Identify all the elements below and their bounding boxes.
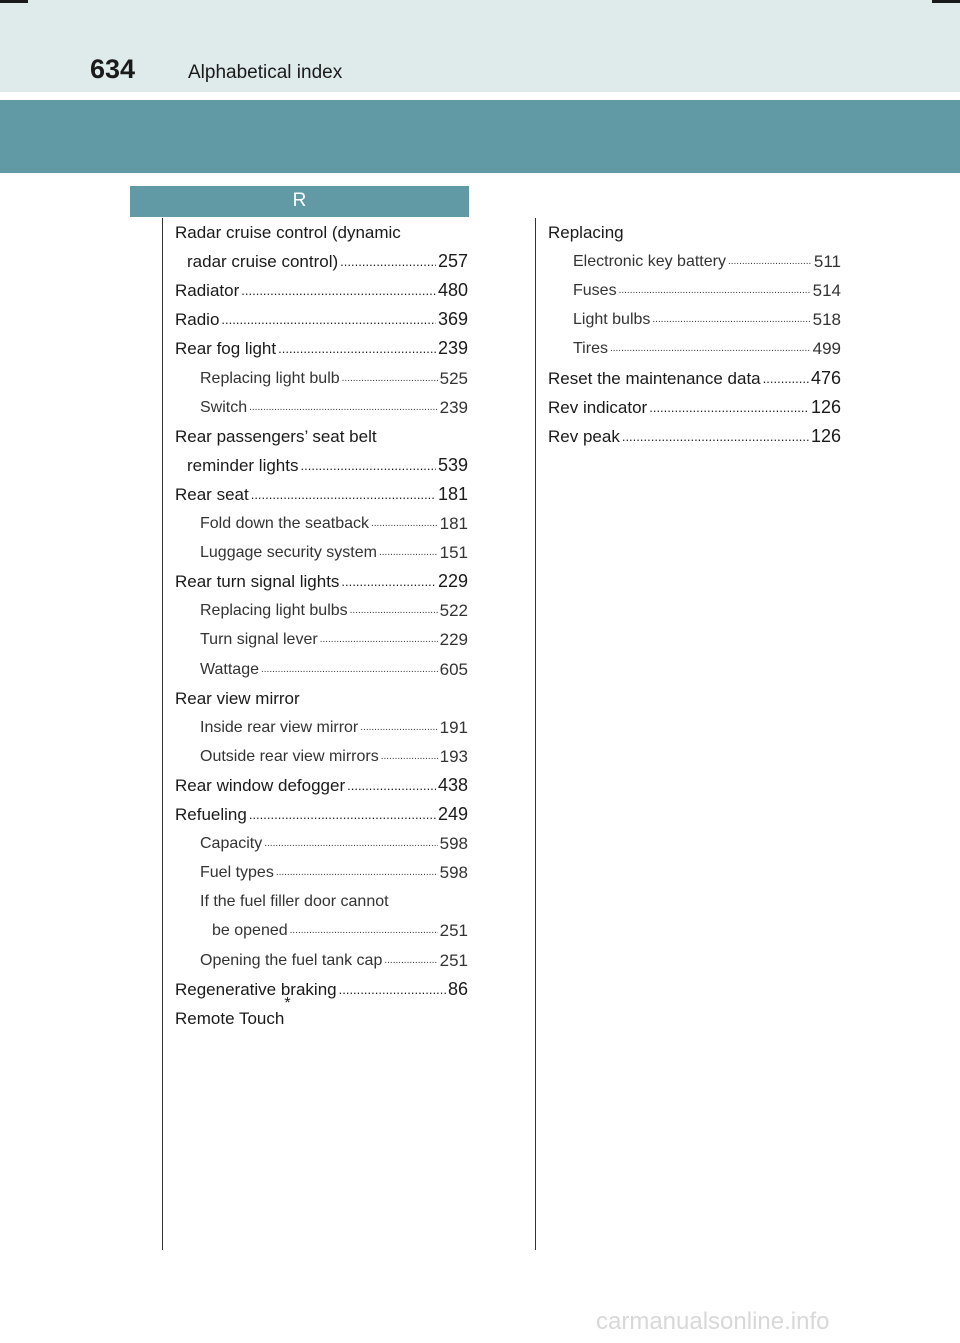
index-entry-text: Reset the maintenance data — [548, 368, 761, 388]
index-page-link[interactable]: 181 — [437, 483, 468, 504]
index-entry — [548, 334, 841, 363]
index-page-link[interactable]: 239 — [437, 338, 468, 359]
page-number: 634 — [90, 54, 136, 84]
index-entry-text: Opening the fuel tank cap — [200, 951, 383, 969]
dot-leader — [241, 276, 436, 305]
dot-leader — [379, 538, 438, 567]
dot-leader — [264, 829, 437, 858]
index-entry — [175, 393, 468, 422]
index-page-link[interactable]: 151 — [439, 543, 468, 563]
index-page-link[interactable]: 438 — [437, 774, 468, 795]
index-page-link[interactable]: 191 — [439, 717, 468, 737]
dot-leader — [301, 451, 436, 480]
index-entry — [175, 771, 468, 800]
index-entry — [175, 655, 468, 684]
index-page-link[interactable]: 539 — [437, 454, 468, 475]
index-entry-text: Luggage security system — [200, 544, 377, 562]
index-page-link[interactable]: 511 — [813, 252, 841, 272]
right-column-rule — [535, 218, 536, 1250]
index-entry-text: Rear fog light — [175, 339, 277, 359]
index-entry-text: Inside rear view mirror — [200, 718, 359, 736]
index-entry-text: Capacity — [200, 835, 263, 853]
index-entry-text: radar cruise control) — [187, 252, 339, 272]
index-entry — [548, 247, 841, 276]
index-page-link[interactable]: 251 — [439, 950, 468, 970]
index-entry — [548, 305, 841, 334]
index-page-link[interactable]: 126 — [810, 396, 841, 417]
index-entry-text: Fuel types — [200, 864, 274, 882]
section-title: Alphabetical index — [188, 62, 343, 83]
index-entry — [175, 946, 468, 975]
index-entry-text: Electronic key battery — [573, 253, 726, 271]
index-page-link[interactable]: 193 — [439, 746, 468, 766]
dot-leader — [381, 742, 438, 771]
dot-leader — [610, 334, 811, 363]
index-page-link[interactable]: 251 — [439, 921, 468, 941]
dot-leader — [261, 655, 438, 684]
index-entry-text: Rear view mirror — [175, 688, 300, 708]
index-entry-text: Light bulbs — [573, 311, 651, 329]
index-letter-heading: R — [130, 186, 469, 217]
index-entry — [548, 218, 841, 247]
index-entry-text: be opened — [212, 922, 288, 940]
index-entry-text: Turn signal lever — [200, 631, 318, 649]
index-entry-text: Rear passengers’ seat belt — [175, 426, 377, 446]
dot-leader — [341, 567, 436, 596]
dot-leader — [221, 305, 436, 334]
dot-leader — [347, 771, 436, 800]
index-entry-text: Fuses — [573, 282, 617, 300]
index-page-link[interactable]: 86 — [447, 978, 468, 999]
index-entry — [175, 800, 468, 829]
index-entry — [175, 538, 468, 567]
index-entry-text: Radio — [175, 310, 220, 330]
index-page-link[interactable]: 249 — [437, 804, 468, 824]
watermark: carmanualsonline.info — [596, 1308, 830, 1335]
dot-leader — [649, 393, 809, 422]
index-page-link[interactable]: 605 — [439, 659, 468, 679]
index-entry-text: Rear seat — [175, 484, 249, 504]
index-entry — [548, 393, 841, 422]
index-entry — [175, 916, 468, 945]
index-entry-text: Fold down the seatback — [200, 515, 369, 532]
index-page-link[interactable]: 181 — [439, 514, 468, 533]
index-entry-text: Replacing — [548, 223, 624, 242]
index-entry-text: Replacing light bulb — [200, 369, 340, 387]
index-entry-text: reminder lights — [187, 455, 299, 475]
index-entry-text: Rear window defogger — [175, 775, 346, 795]
dot-leader — [251, 480, 436, 509]
index-entry-text: Outside rear view mirrors — [200, 747, 379, 765]
dot-leader — [360, 713, 437, 742]
index-entry — [175, 334, 468, 363]
dot-leader — [276, 858, 438, 887]
corner-mark-left — [0, 0, 28, 3]
index-entry — [175, 994, 468, 1033]
dot-leader — [619, 276, 811, 305]
index-entry — [175, 480, 468, 509]
dot-leader — [290, 916, 438, 945]
index-entry-text: Remote Touch — [175, 1008, 285, 1028]
index-page-link[interactable]: 229 — [437, 571, 468, 592]
corner-mark-right — [932, 0, 960, 3]
dot-leader — [384, 946, 437, 975]
index-entry — [175, 247, 468, 276]
index-entry-text: Radar cruise control (dynamic — [175, 223, 401, 242]
index-entry — [548, 364, 841, 393]
index-entry-text: Switch — [200, 398, 248, 416]
index-entry-text: Rear turn signal lights — [175, 572, 340, 592]
dot-leader — [278, 334, 436, 363]
dot-leader — [350, 596, 438, 625]
index-page-link[interactable]: 598 — [439, 834, 468, 854]
index-entry — [175, 305, 468, 334]
index-entry — [175, 451, 468, 480]
dot-leader — [622, 422, 809, 451]
teal-banner — [0, 100, 960, 173]
dot-leader — [371, 509, 438, 538]
index-entry — [548, 422, 841, 451]
index-entry-text: If the fuel filler door cannot — [200, 893, 389, 911]
index-page-link[interactable]: 476 — [810, 367, 841, 388]
index-page-link[interactable]: 229 — [439, 630, 468, 650]
index-page-link[interactable]: 369 — [437, 309, 468, 330]
index-entry-text: Tires — [573, 340, 608, 358]
dot-leader — [340, 247, 436, 276]
index-page-link[interactable]: 499 — [812, 339, 841, 359]
index-entry-text: Wattage — [200, 660, 259, 678]
index-entry — [175, 625, 468, 654]
dot-leader — [652, 305, 810, 334]
index-page-link[interactable]: 522 — [439, 601, 468, 621]
index-page-link[interactable]: 514 — [812, 281, 841, 301]
left-column-rule — [162, 218, 163, 1250]
dot-leader — [249, 800, 436, 829]
index-entry — [548, 276, 841, 305]
index-entry — [175, 684, 468, 713]
index-page-link[interactable]: 518 — [812, 310, 841, 330]
index-entry — [175, 887, 468, 916]
index-entry — [175, 596, 468, 625]
footnote-asterisk: * — [284, 994, 291, 1012]
dot-leader — [342, 364, 438, 393]
index-entry — [175, 509, 468, 538]
index-entry — [175, 422, 468, 451]
dot-leader — [763, 364, 809, 393]
index-page-link[interactable]: 257 — [437, 251, 468, 272]
index-page-link[interactable]: 480 — [437, 280, 468, 301]
index-entry — [175, 276, 468, 305]
index-page-link[interactable]: 598 — [439, 863, 468, 883]
header-band — [0, 0, 960, 92]
index-entry — [175, 713, 468, 742]
index-entry-text: Refueling — [175, 805, 247, 824]
index-entry-text: Replacing light bulbs — [200, 602, 348, 620]
index-page-link[interactable]: 239 — [439, 397, 468, 417]
index-page-link[interactable]: 126 — [810, 425, 841, 446]
index-entry-text: Rev indicator — [548, 397, 648, 417]
dot-leader — [249, 393, 438, 422]
index-entry — [175, 364, 468, 393]
dot-leader — [339, 975, 446, 1004]
index-page-link[interactable]: 525 — [439, 368, 468, 388]
dot-leader — [320, 625, 438, 654]
index-entry-text: Regenerative braking — [175, 979, 337, 999]
index-entry — [175, 858, 468, 887]
index-entry — [175, 567, 468, 596]
index-entry — [175, 742, 468, 771]
index-entry — [175, 975, 468, 1004]
index-entry-text: Rev peak — [548, 426, 620, 446]
index-entry-text: Radiator — [175, 281, 240, 301]
index-entry — [175, 218, 468, 247]
index-entry — [175, 829, 468, 858]
dot-leader — [728, 247, 812, 276]
